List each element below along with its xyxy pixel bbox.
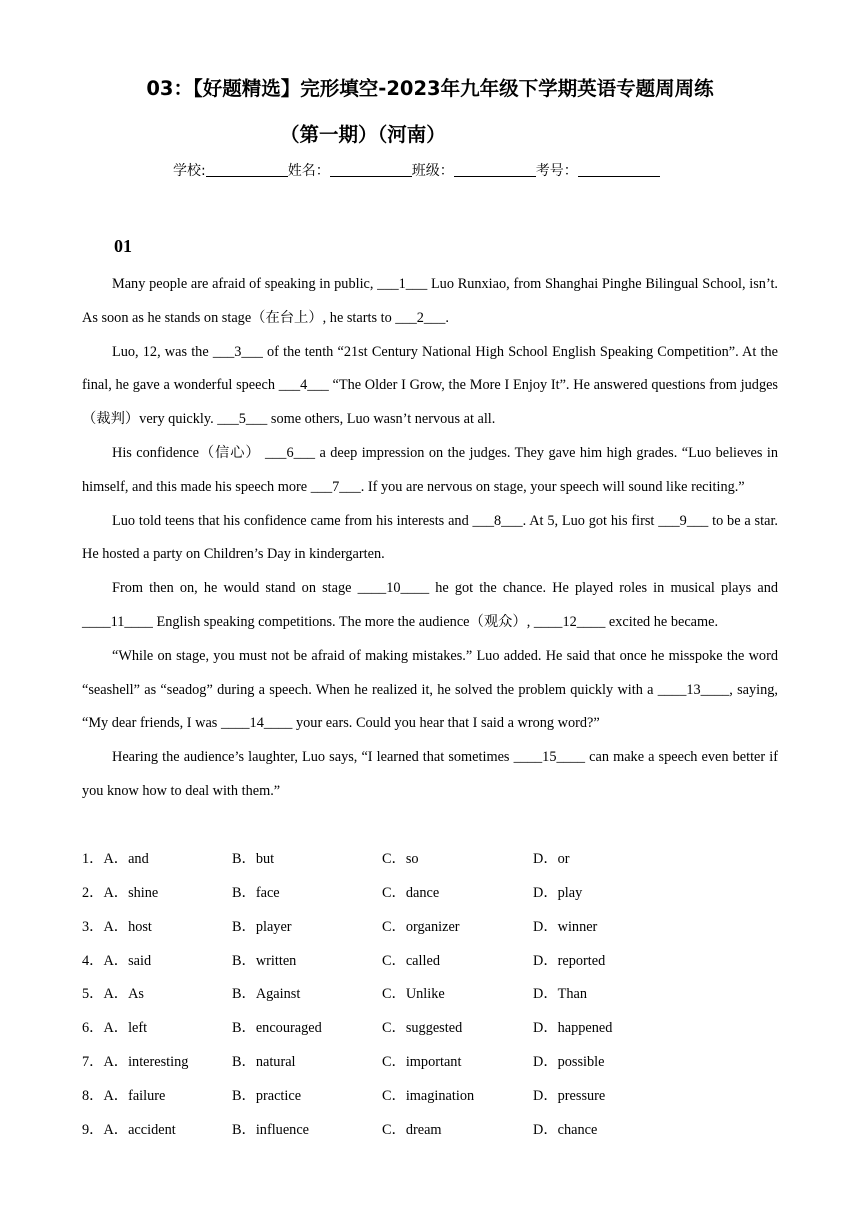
question-option-a[interactable]: 6．A．left [82,1020,148,1037]
question-row [82,1046,778,1080]
question-option-b[interactable]: B．written [232,952,297,969]
question-option-a[interactable]: 9．A．accident [82,1121,176,1138]
question-option-a[interactable]: 7．A．interesting [82,1054,189,1071]
question-option-d[interactable]: D．pressure [533,1087,606,1104]
passage-paragraph: Luo, 12, was the ___3___ of the tenth “21st Century National High School English Speaking Competition”. At the final, he gave a wonderful speech ___4___ “The Older I Grow, the More I Enjoy It”. He answered questions from judges（裁判）very quickly. ___5___ some others, Luo wasn’t nervous at all. [82,343,778,428]
question-row [82,945,778,979]
question-option-a[interactable]: 8．A．failure [82,1087,166,1104]
school-label: 学校: [173,163,206,179]
question-option-c[interactable]: C．organizer [382,918,460,935]
class-blank[interactable] [454,162,536,177]
passage-paragraph: Luo told teens that his confidence came from his interests and ___8___. At 5, Luo got his first ___9___ to be a star. He hosted a party on Children’s Day in kindergarten. [82,512,778,563]
question-row [82,877,778,911]
passage-paragraph: “While on stage, you must not be afraid of making mistakes.” Luo added. He said that once he misspoke the word “seashell” as “seadog” during a speech. When he realized it, he solved the problem quickly with a ____13____, saying, “My dear friends, I was ____14____ your ears. Could you hear that I said a wrong word?” [82,647,778,732]
question-option-c[interactable]: C．imagination [382,1087,475,1104]
question-option-c[interactable]: C．Unlike [382,986,445,1003]
passage-paragraph: His confidence（信心） ___6___ a deep impression on the judges. They gave him high grades. “Luo believes in himself, and this made his speech more ___7___. If you are nervous on stage, your speech will sound like reciting.” [82,444,778,495]
question-option-a[interactable]: 5．A．As [82,986,144,1003]
question-row [82,1080,778,1114]
exam-no-blank[interactable] [578,162,660,177]
exam-no-label: 考号： [535,163,578,179]
question-option-b[interactable]: B．face [232,884,280,901]
cloze-passage [82,268,778,809]
question-options [82,843,778,1148]
question-option-d[interactable]: D．chance [533,1121,598,1138]
question-option-a[interactable]: 1．A．and [82,851,149,867]
school-blank[interactable] [206,162,288,177]
question-option-a[interactable]: 2．A．shine [82,884,159,901]
question-option-d[interactable]: D．play [533,884,583,901]
question-option-b[interactable]: B．Against [232,986,301,1003]
student-info-line [173,160,660,180]
question-option-c[interactable]: C．so [382,851,419,867]
question-option-c[interactable]: C．important [382,1054,462,1071]
passage-paragraph: From then on, he would stand on stage ____10____ he got the chance. He played roles in musical plays and ____11____ English speaking competitions. The more the audience（观众）, ____12____ excited he became. [82,580,778,630]
question-option-d[interactable]: D．winner [533,918,598,935]
question-option-a[interactable]: 4．A．said [82,952,152,969]
question-option-d[interactable]: D．possible [533,1054,605,1071]
question-row [82,911,778,945]
question-option-b[interactable]: B．influence [232,1121,310,1138]
question-option-d[interactable]: D．happened [533,1020,613,1037]
question-option-c[interactable]: C．suggested [382,1020,463,1037]
question-option-b[interactable]: B．but [232,851,275,867]
question-option-d[interactable]: D．Than [533,986,587,1003]
question-row [82,1114,778,1148]
question-option-d[interactable]: D．reported [533,952,606,969]
question-option-c[interactable]: C．dream [382,1121,442,1138]
question-option-c[interactable]: C．called [382,952,440,969]
name-blank[interactable] [330,162,412,177]
question-row [82,978,778,1012]
page-subtitle: （第一期）（河南） [280,123,446,146]
passage-paragraph: Many people are afraid of speaking in public, ___1___ Luo Runxiao, from Shanghai Pinghe Bilingual School, isn’t. As soon as he stands on stage（在台上）, he starts to ___2___. [82,276,778,326]
question-option-b[interactable]: B．practice [232,1087,302,1104]
page-title: 03：【好题精选】完形填空-2023年九年级下学期英语专题周周练 [146,77,714,100]
question-option-b[interactable]: B．encouraged [232,1020,322,1037]
question-option-b[interactable]: B．natural [232,1054,296,1071]
question-row [82,843,778,877]
question-row [82,1012,778,1046]
section-number: 01 [114,236,132,256]
question-option-c[interactable]: C．dance [382,884,440,901]
question-option-d[interactable]: D．or [533,851,570,867]
name-label: 姓名： [287,163,330,179]
question-option-b[interactable]: B．player [232,918,292,935]
passage-paragraph: Hearing the audience’s laughter, Luo says, “I learned that sometimes ____15____ can make a speech even better if you know how to deal with them.” [82,749,778,799]
question-option-a[interactable]: 3．A．host [82,918,152,935]
class-label: 班级： [411,163,454,179]
